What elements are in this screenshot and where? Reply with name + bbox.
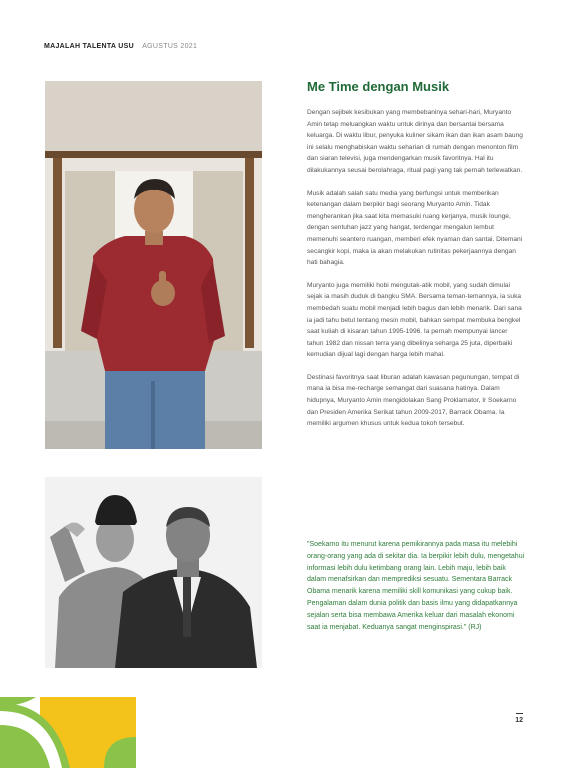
idols-photo <box>45 477 262 668</box>
portrait-photo <box>45 81 262 449</box>
magazine-name: MAJALAH TALENTA USU <box>44 43 134 50</box>
page-number-value: 12 <box>515 717 523 724</box>
article-paragraph: Musik adalah salah satu media yang berfungsi untuk memberikan ketenangan dalam berpikir bagi seorang Muryanto Amin. Tidak mengherankan jika saat kita memasuki ruang kerjanya, musik lounge, dengan sentuhan jazz yang hangat, terdengar mengalun lembut memenuhi seantero ruangan, memberi efek nyaman dan santai. Ditemani secangkir kopi, maka ia akan melakukan rutinitas pekerjaannya dengan hati bahagia. <box>307 189 523 267</box>
page-number-rule <box>516 713 523 714</box>
article-paragraph: Destinasi favoritnya saat liburan adalah kawasan pegunungan, tempat di mana ia bisa me-recharge semangat dari suasana hatinya. Dalam hidupnya, Muryanto Amin mengidolakan Sang Proklamator, Ir Soekarno dan Presiden Amerika Serikat tahun 2009-2017, Barrack Obama. Ia memiliki argumen khusus untuk kedua tokoh tersebut. <box>307 373 520 428</box>
running-header <box>44 43 197 50</box>
portrait-illustration <box>45 81 262 449</box>
pull-quote: "Soekarno itu menurut karena pemikirannya pada masa itu melebihi orang-orang yang ada di sekitar dia. Ia berpikir lebih dulu, mengetahui informasi lebih dulu ketimbang orang lain. Lebih maju, lebih baik dalam menafsirkan dan memprediksi sesuatu. Sementara Barrack Obama menarik karena memiliki skill komunikasi yang cukup baik. Pengalaman dalam dunia politik dan basis ilmu yang didapatkannya sejalan serta bisa membawa Amerika keluar dari masalah ekonomi saat ia menjabat. Keduanya sangat menginspirasi." (RJ) <box>307 541 525 631</box>
issue-date: AGUSTUS 2021 <box>142 43 198 50</box>
corner-decoration <box>0 697 140 768</box>
article-body <box>307 107 525 441</box>
article-title: Me Time dengan Musik <box>307 79 450 94</box>
idols-illustration <box>45 477 262 668</box>
page-number <box>515 713 523 724</box>
article-paragraph: Muryanto juga memiliki hobi mengutak-atik mobil, yang sudah dimulai sejak ia masih duduk di bangku SMA. Bersama teman-temannya, ia suka membedah suatu mobil menjadi lebih bagus dan lebih menarik. Dari sana ia jadi tahu betul tentang mesin mobil, bahkan sempat membuka bengkel saat kuliah di kisaran tahun 1995-1996. Ia pernah mempunyai lancer tahun 1982 dan nissan terra yang dibelinya seharga 25 juta, diperbaiki kemudian dijual lagi dengan harga lebih mahal. <box>307 281 522 359</box>
article-paragraph: Dengan sejibek kesibukan yang membebaninya sehari-hari, Muryanto Amin tetap meluangkan waktu untuk dirinya dan bersantai bersama keluarga. Di waktu libur, penyuka kuliner sikam ikan dan ikan asam baung ini selalu menghabiskan waktu seharian di rumah dengan menonton film dan siaran televisi, juga mendengarkan musik favoritnya. Hal itu dilakukannya seusai berolahraga, ritual pagi yang tak pernah terlewatkan. <box>307 109 523 174</box>
